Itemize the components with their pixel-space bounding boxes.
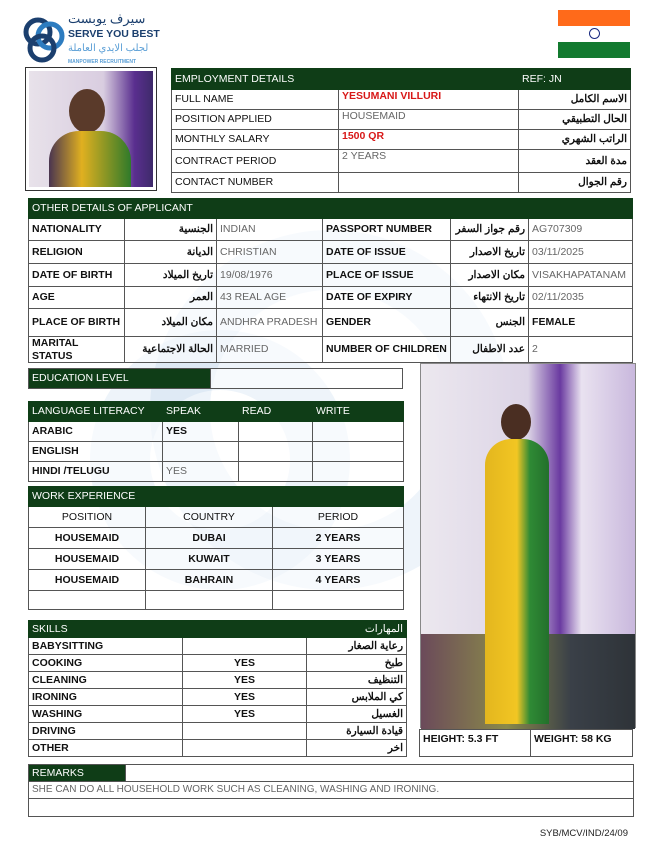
language-literacy-table — [28, 401, 404, 482]
skill-name: CLEANING — [29, 672, 183, 689]
field-label: CONTRACT PERIOD — [172, 150, 339, 173]
skill-name-ar: قيادة السيارة — [307, 723, 407, 740]
skill-name: COOKING — [29, 655, 183, 672]
other-details-title: OTHER DETAILS OF APPLICANT — [29, 199, 323, 219]
skill-value — [183, 723, 307, 740]
work-cell — [146, 591, 273, 610]
skills-title: SKILLS — [29, 621, 183, 638]
field-label-ar: تاريخ الانتهاء — [451, 287, 529, 309]
applicant-portrait-photo — [25, 67, 157, 191]
table-row — [29, 337, 633, 363]
field-label: DATE OF EXPIRY — [323, 287, 451, 309]
field-label-ar: تاريخ الاصدار — [451, 241, 529, 264]
india-flag — [558, 10, 630, 58]
work-cell: BAHRAIN — [146, 570, 273, 591]
position-value: HOUSEMAID — [339, 110, 519, 130]
table-row — [29, 402, 404, 422]
table-row — [29, 706, 407, 723]
table-row — [29, 723, 407, 740]
language-name: HINDI /TELUGU — [29, 462, 163, 482]
table-row — [172, 130, 631, 150]
applicant-full-photo — [420, 363, 636, 728]
field-label-ar: العمر — [125, 287, 217, 309]
field-label: POSITION APPLIED — [172, 110, 339, 130]
ashoka-chakra-icon — [589, 28, 600, 39]
field-label: MONTHLY SALARY — [172, 130, 339, 150]
field-label-ar: الاسم الكامل — [519, 90, 631, 110]
skill-name: IRONING — [29, 689, 183, 706]
field-label-ar: عدد الاطفال — [451, 337, 529, 363]
field-label: MARITAL STATUS — [29, 337, 125, 363]
table-row — [29, 462, 404, 482]
literacy-value — [163, 442, 239, 462]
literacy-value — [239, 422, 313, 442]
field-label: PLACE OF ISSUE — [323, 264, 451, 287]
field-label: RELIGION — [29, 241, 125, 264]
weight-value: WEIGHT: 58 KG — [531, 730, 633, 757]
skills-table — [28, 620, 407, 757]
full-name-value: YESUMANI VILLURI — [339, 90, 519, 110]
table-row — [29, 422, 404, 442]
field-label: NATIONALITY — [29, 219, 125, 241]
work-cell: KUWAIT — [146, 549, 273, 570]
logo-tagline: MANPOWER RECRUITMENT — [68, 59, 137, 65]
field-label-ar: تاريخ الميلاد — [125, 264, 217, 287]
ref-number: REF: JN — [519, 69, 631, 90]
literacy-value — [313, 422, 404, 442]
field-label: CONTACT NUMBER — [172, 173, 339, 193]
table-row — [172, 150, 631, 173]
field-value: 43 REAL AGE — [217, 287, 323, 309]
table-row — [29, 264, 633, 287]
table-row — [29, 672, 407, 689]
table-row — [29, 442, 404, 462]
field-value: 03/11/2025 — [529, 241, 633, 264]
skill-name: DRIVING — [29, 723, 183, 740]
language-name: ENGLISH — [29, 442, 163, 462]
skills-title-ar: المهارات — [183, 621, 407, 638]
field-label-ar: الجنسية — [125, 219, 217, 241]
remarks-table — [28, 764, 634, 817]
field-label-ar: مكان الاصدار — [451, 264, 529, 287]
column-header: SPEAK — [163, 402, 239, 422]
field-value: FEMALE — [529, 309, 633, 337]
work-title: WORK EXPERIENCE — [29, 487, 146, 507]
skill-name: WASHING — [29, 706, 183, 723]
column-header: POSITION — [29, 507, 146, 528]
table-row — [29, 638, 407, 655]
remarks-text: SHE CAN DO ALL HOUSEHOLD WORK SUCH AS CLEANING, WASHING AND IRONING. — [29, 782, 634, 799]
table-row — [29, 287, 633, 309]
field-value: MARRIED — [217, 337, 323, 363]
work-cell: HOUSEMAID — [29, 549, 146, 570]
education-value — [211, 369, 403, 389]
skill-name: BABYSITTING — [29, 638, 183, 655]
work-cell: 2 YEARS — [273, 528, 404, 549]
field-label: PASSPORT NUMBER — [323, 219, 451, 241]
table-row — [29, 241, 633, 264]
contact-value — [339, 173, 519, 193]
field-label-ar: الديانة — [125, 241, 217, 264]
table-row — [29, 507, 404, 528]
table-row — [29, 309, 633, 337]
literacy-value — [239, 462, 313, 482]
skill-name-ar: رعاية الصغار — [307, 638, 407, 655]
table-row — [29, 570, 404, 591]
literacy-value — [313, 442, 404, 462]
physical-stats-table — [419, 729, 633, 757]
skill-value: YES — [183, 672, 307, 689]
other-details-table — [28, 198, 633, 363]
table-row — [29, 689, 407, 706]
field-label: PLACE OF BIRTH — [29, 309, 125, 337]
work-cell: 4 YEARS — [273, 570, 404, 591]
logo-arabic-sub: لجلب الايدي العاملة — [68, 43, 149, 54]
logo-arabic: سيرف يوبست — [68, 11, 146, 26]
field-value: AG707309 — [529, 219, 633, 241]
field-label-ar: مدة العقد — [519, 150, 631, 173]
work-cell: HOUSEMAID — [29, 570, 146, 591]
field-value: ANDHRA PRADESH — [217, 309, 323, 337]
column-header: READ — [239, 402, 313, 422]
salary-value: 1500 QR — [339, 130, 519, 150]
field-label-ar: مكان الميلاد — [125, 309, 217, 337]
field-label-ar: رقم جواز السفر — [451, 219, 529, 241]
literacy-value — [313, 462, 404, 482]
literacy-value: YES — [163, 422, 239, 442]
logo-knot-icon — [22, 16, 66, 64]
table-row — [29, 528, 404, 549]
field-value: CHRISTIAN — [217, 241, 323, 264]
field-value: VISAKHAPATANAM — [529, 264, 633, 287]
field-label: GENDER — [323, 309, 451, 337]
skill-name-ar: الغسيل — [307, 706, 407, 723]
work-cell — [273, 591, 404, 610]
skill-value — [183, 740, 307, 757]
logo-name: SERVE YOU BEST — [68, 28, 160, 40]
company-logo — [22, 10, 162, 74]
skill-value: YES — [183, 706, 307, 723]
literacy-value: YES — [163, 462, 239, 482]
work-cell: 3 YEARS — [273, 549, 404, 570]
literacy-value — [239, 442, 313, 462]
field-value: 19/08/1976 — [217, 264, 323, 287]
table-row — [29, 591, 404, 610]
education-title: EDUCATION LEVEL — [29, 369, 211, 389]
work-cell: DUBAI — [146, 528, 273, 549]
column-header: PERIOD — [273, 507, 404, 528]
remarks-title: REMARKS — [29, 765, 126, 782]
skill-name-ar: التنظيف — [307, 672, 407, 689]
education-table — [28, 368, 403, 389]
field-label: DATE OF ISSUE — [323, 241, 451, 264]
column-header: LANGUAGE LITERACY — [29, 402, 163, 422]
table-row — [172, 110, 631, 130]
skill-name: OTHER — [29, 740, 183, 757]
document-code: SYB/MCV/IND/24/09 — [539, 828, 628, 839]
field-label: NUMBER OF CHILDREN — [323, 337, 451, 363]
field-label: DATE OF BIRTH — [29, 264, 125, 287]
skill-value: YES — [183, 689, 307, 706]
height-value: HEIGHT: 5.3 FT — [420, 730, 531, 757]
field-label-ar: الجنس — [451, 309, 529, 337]
skill-name-ar: طبخ — [307, 655, 407, 672]
field-label-ar: الحال التطبيقي — [519, 110, 631, 130]
work-cell — [29, 591, 146, 610]
employment-title: EMPLOYMENT DETAILS — [172, 69, 519, 90]
language-name: ARABIC — [29, 422, 163, 442]
skill-value: YES — [183, 655, 307, 672]
skill-value — [183, 638, 307, 655]
field-label-ar: الراتب الشهري — [519, 130, 631, 150]
work-cell: HOUSEMAID — [29, 528, 146, 549]
skill-name-ar: كي الملابس — [307, 689, 407, 706]
column-header: WRITE — [313, 402, 404, 422]
field-label-ar: الحالة الاجتماعية — [125, 337, 217, 363]
table-row — [29, 549, 404, 570]
table-row — [172, 173, 631, 193]
field-label: AGE — [29, 287, 125, 309]
contract-value: 2 YEARS — [339, 150, 519, 173]
field-value: INDIAN — [217, 219, 323, 241]
field-label-ar: رقم الجوال — [519, 173, 631, 193]
table-row — [29, 219, 633, 241]
table-row — [172, 90, 631, 110]
table-row — [29, 655, 407, 672]
field-value: 02/11/2035 — [529, 287, 633, 309]
field-label: FULL NAME — [172, 90, 339, 110]
column-header: COUNTRY — [146, 507, 273, 528]
work-experience-table — [28, 486, 404, 610]
skill-name-ar: اخر — [307, 740, 407, 757]
table-row — [29, 740, 407, 757]
field-value: 2 — [529, 337, 633, 363]
employment-details-table — [171, 68, 631, 193]
